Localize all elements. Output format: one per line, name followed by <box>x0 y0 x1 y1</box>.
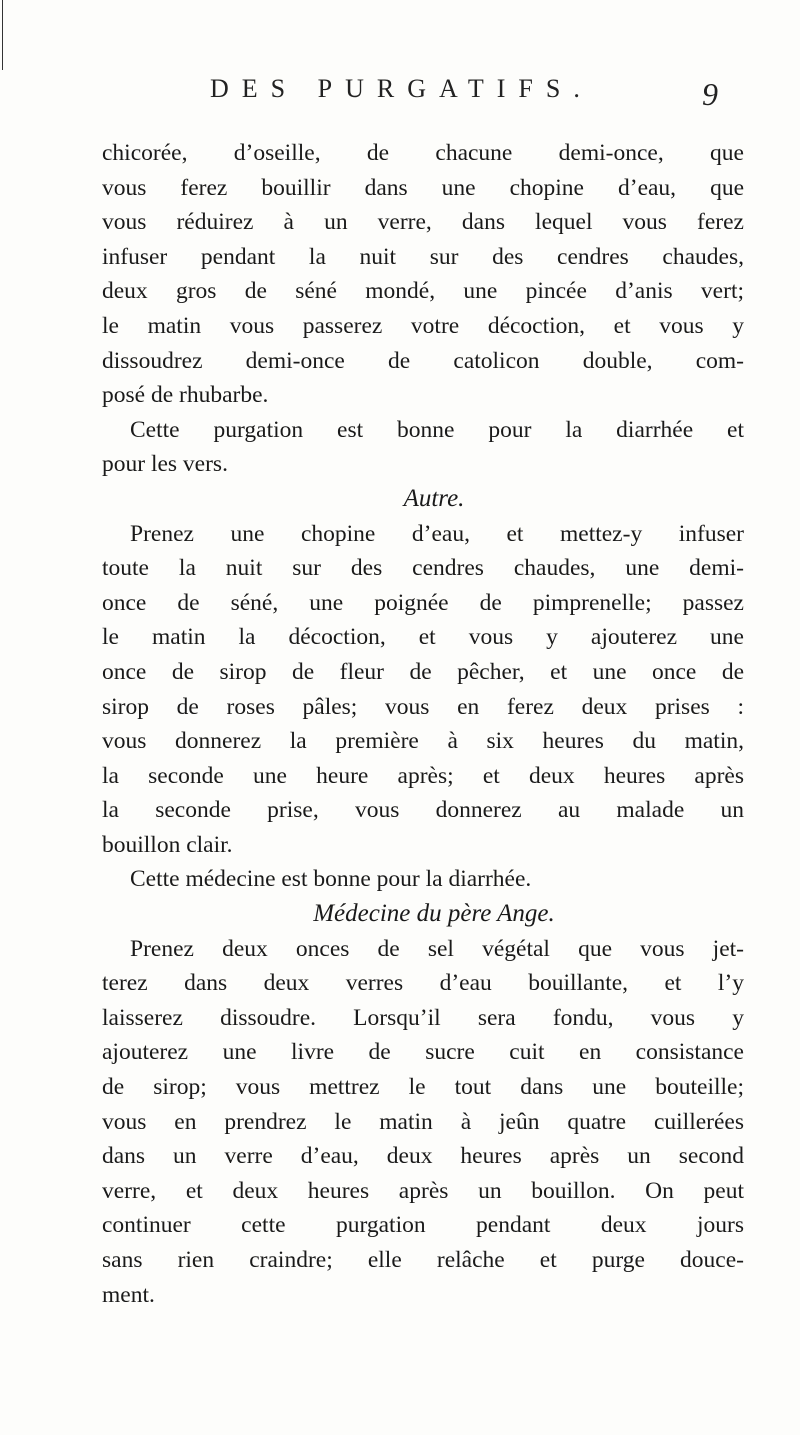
text-line: Cette médecine est bonne pour la diarrhée. <box>130 866 532 893</box>
paragraph-5 <box>102 932 744 1313</box>
paragraph-1 <box>102 136 744 413</box>
text-line: de sirop; vous mettrez le tout dans une bouteille; <box>102 1074 744 1101</box>
paragraph-3 <box>102 517 744 863</box>
text-line: dissoudrez demi-once de catolicon double, com- <box>102 347 744 374</box>
text-line: vous en prendrez le matin à jeûn quatre cuillerées <box>102 1108 744 1135</box>
text-line: pour les vers. <box>102 451 228 478</box>
text-line: ment. <box>102 1281 155 1308</box>
text-line: infuser pendant la nuit sur des cendres chaudes, <box>102 243 744 270</box>
text-line: le matin la décoction, et vous y ajouterez une <box>102 624 744 651</box>
text-line: posé de rhubarbe. <box>102 382 269 409</box>
text-line: ajouterez une livre de sucre cuit en consistance <box>102 1039 744 1066</box>
page-text <box>102 136 744 1312</box>
text-line: once de séné, une poignée de pimprenelle; passez <box>102 589 744 616</box>
text-line: continuer cette purgation pendant deux jours <box>102 1212 744 1239</box>
text-line: la seconde une heure après; et deux heures après <box>102 762 744 789</box>
text-line: sirop de roses pâles; vous en ferez deux prises : <box>102 693 744 720</box>
text-line: Cette purgation est bonne pour la diarrhée et <box>130 416 744 443</box>
text-line: terez dans deux verres d’eau bouillante, et l’y <box>102 970 744 997</box>
text-line: vous donnerez la première à six heures du matin, <box>102 728 744 755</box>
text-line: bouillon clair. <box>102 831 233 858</box>
text-line: verre, et deux heures après un bouillon. On peut <box>102 1177 744 1204</box>
section-heading-autre: Autre. <box>403 484 465 512</box>
text-line: Prenez deux onces de sel végétal que vous jet- <box>130 935 744 962</box>
text-line: sans rien craindre; elle relâche et purge douce- <box>102 1247 744 1273</box>
running-title: DES PURGATIFS. <box>210 74 593 103</box>
text-line: once de sirop de fleur de pêcher, et une once de <box>102 658 744 685</box>
text-line: Prenez une chopine d’eau, et mettez-y infuser <box>130 520 744 547</box>
text-line: deux gros de séné mondé, une pincée d’anis vert; <box>102 278 744 305</box>
text-line: toute la nuit sur des cendres chaudes, une demi- <box>102 555 744 582</box>
section-heading-medecine: Médecine du père Ange. <box>313 900 555 928</box>
paragraph-2 <box>102 413 744 482</box>
text-line: le matin vous passerez votre décoction, et vous y <box>102 312 744 339</box>
text-line: chicorée, d’oseille, de chacune demi-once, que <box>102 140 744 166</box>
text-line: laisserez dissoudre. Lorsqu’il sera fondu, vous y <box>102 1004 744 1031</box>
page-number: 9 <box>702 76 718 112</box>
page-edge-rule <box>2 0 3 70</box>
paragraph-4 <box>102 862 744 897</box>
text-line: dans un verre d’eau, deux heures après un second <box>102 1143 744 1170</box>
text-line: vous ferez bouillir dans une chopine d’eau, que <box>102 174 744 201</box>
text-line: vous réduirez à un verre, dans lequel vous ferez <box>102 209 744 236</box>
text-line: la seconde prise, vous donnerez au malade un <box>102 797 744 824</box>
